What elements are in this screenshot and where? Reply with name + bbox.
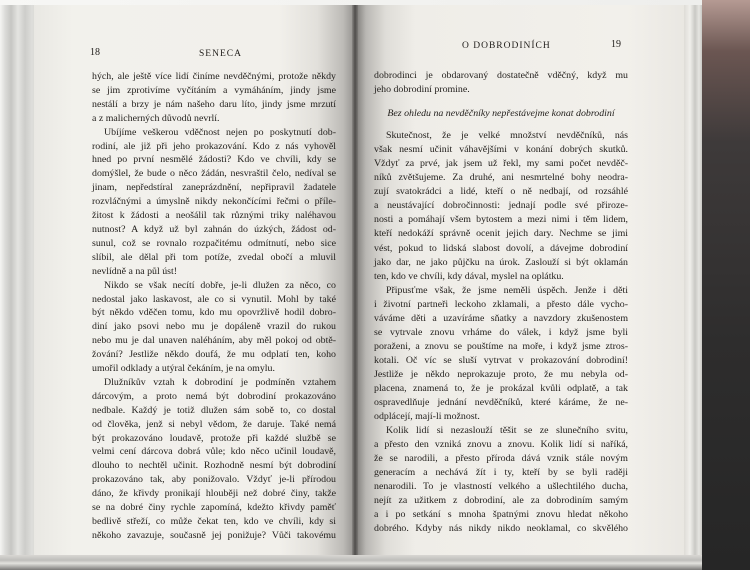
text-line: jako dar, ne jako půjčku na úrok. Zaslouží si být oklamán: [374, 256, 628, 268]
text-line: být někdo vděčen tomu, kdo mu opovržlivě hodil dobro-: [92, 307, 336, 319]
text-line: hých, ale ještě více lidí činíme nevděčnými, protože někdy: [92, 71, 336, 82]
text-line: se jim zprotivíme vyčítáním a vymáháním, jindy jsme: [92, 84, 336, 96]
text-line: generacím a nechává žít i ty, kteří by se byli raději: [374, 467, 628, 479]
text-line: nedostal jako laskavost, ale co si vynutil. Mohl by také: [92, 293, 336, 305]
text-line: domýšlel, že bude o něco žádán, nesvraštil čelo, nedíval se: [92, 168, 336, 180]
paragraph: [374, 424, 628, 536]
text-line: dárcovým, a proto nemá být dobrodiní prokazováno: [92, 390, 336, 402]
text-line: sunul, což se rovnalo rozpačitému odmítnutí, nebo sice: [92, 237, 336, 249]
paragraph: [374, 284, 628, 424]
text-line: rozvláčnými a úmyslně nikdy nekončícími řečmi o příle-: [92, 196, 336, 208]
text-line: hned po první nesmělé žádosti? Kdo ve chvíli, kdy se: [92, 154, 336, 166]
text-line: Dlužníkův vztah k dobrodiní je podmíněn vztahem: [104, 376, 336, 388]
text-line: se vytrvale znovu vrháme do válek, i když jsme byli: [374, 326, 628, 338]
left-page-number: 18: [90, 47, 100, 58]
text-line: dlouho to nechtěl učinit. Rozhodně nesmí být dobrodiní: [92, 460, 336, 472]
bottom-page-edges: [0, 555, 702, 570]
text-line: Ubíjíme veškerou vděčnost nejen po poskytnutí dob-: [104, 126, 336, 138]
text-line: rodiní, ale již při jeho prokazování. Kdo z nás vyhověl: [92, 140, 336, 152]
text-line: placena, znamená to, že je prokázal kvůli odplatě, a tak: [374, 382, 628, 394]
top-edge: [0, 0, 702, 5]
text-line: Skutečnost, že je velké množství nevděčníků, nás: [386, 130, 628, 142]
text-line: od člověka, jenž si nebyl vědom, že daruje. Také nemá: [92, 418, 336, 430]
continued-paragraph: [374, 69, 628, 97]
text-line: však nesmí učinit váhavějšími v konání dobrých skutků.: [374, 144, 628, 156]
text-line: slíbil, ale dělal při tom potíže, zvedal obočí a mluvil: [92, 251, 336, 263]
text-line: bedlivě střeží, co může čekat ten, kdo ve chvíli, kdy si: [92, 516, 336, 527]
text-line: dobrodinci je obdarovaný dostatečně vděčný, když mu: [374, 70, 628, 81]
text-line: váváme děti a uzavíráme sňatky a navzdory zkušenostem: [374, 312, 628, 324]
paragraph: [92, 376, 336, 543]
text-line: ospravedlňuje jednání nevděčníků, které káráme, že ne-: [374, 397, 628, 409]
text-line: že se narodili, a přesto příroda dává vznik stále novým: [374, 453, 628, 465]
text-line: velmi cení dárcova dobrá vůle; kdo něco učinil loudavě,: [92, 446, 336, 458]
paragraph: [374, 129, 628, 284]
paragraph: [92, 126, 336, 279]
dark-background: [702, 0, 750, 570]
right-page-text: [374, 69, 628, 537]
text-line: někoho zavazuje, současně jej ponižuje? Vůči takovému: [92, 529, 336, 541]
left-running-head: SENECA: [199, 49, 242, 59]
paragraph: [92, 279, 336, 376]
text-line: Připusťme však, že jsme neměli úspěch. Jenže i děti: [386, 284, 628, 296]
text-line: a i po setkání s mnoha špatnými znovu hledat někoho: [374, 509, 628, 521]
text-line: i životní partneři leckoho zklamali, a přesto dále vycho-: [374, 298, 628, 310]
text-line: Vždyť za prvé, jak jsem už řekl, my sami počet nevděč-: [374, 158, 628, 170]
text-line: jinam, nepředstíral zaneprázdnění, nepřipravil žadatele: [92, 182, 336, 194]
text-line: nosti a pomáhají všem bytostem a mezi nimi i těm lidem,: [374, 214, 628, 226]
text-line: Nikdo se však necítí dobře, je-li dlužen za něco, co: [104, 279, 336, 291]
text-line: Jestliže je někdo neprokazuje proto, že mu nebyla od-: [374, 368, 628, 380]
text-line: nejít za užitkem z dobrodiní, ale za dobrodiním samým: [374, 495, 628, 507]
right-running-head: O DOBRODINÍCH: [462, 41, 551, 51]
text-line: Kolik lidí si nezaslouží těšit se ze slunečního svitu,: [386, 425, 628, 437]
text-line: nutnost? A když už byl zahnán do úzkých, žádost od-: [92, 223, 336, 235]
text-line: odplácejí, mají-li možnost.: [374, 411, 480, 423]
gutter-shadow: [352, 0, 358, 566]
text-line: zují svatokrádci a lidé, kteří o ně nedbají, od rozsáhlé: [374, 186, 628, 198]
text-line: diní jako psovi nebo mu je dopáleně vrazil do rukou: [92, 321, 336, 333]
section-heading: Bez ohledu na nevděčníky nepřestávejme konat dobrodiní: [387, 108, 615, 120]
text-line: dáno, že křivdy pronikají hlouběji než dobré činy, takže: [92, 488, 336, 500]
text-line: a přesto den vzniká znovu a znovu. Kolik lidí si naříká,: [374, 439, 628, 451]
text-line: kteří nedokáží správně ocenit jejich dary. Nechme se jimi: [374, 228, 628, 240]
text-line: dobrého. Kdyby nás nikdy nikdo neoklamal, co skvělého: [374, 523, 628, 535]
text-line: nevlídně a na půl úst!: [92, 265, 178, 277]
right-page-stack-edge: [684, 0, 704, 568]
text-line: vést, pokud to lidská slabost dovolí, a dávejme dobrodiní: [374, 242, 628, 254]
text-line: poraženi, a znovu se pouštíme na moře, i když jsme ztros-: [374, 340, 628, 352]
text-line: nestálí a brzy je nám našeho daru líto, jindy jsme mrzutí: [92, 98, 336, 110]
text-line: jeho dobrodiní promine.: [374, 84, 470, 96]
text-line: prokazováno tak, aby ponižovalo. Vždyť je-li přírodou: [92, 474, 336, 486]
continued-paragraph: [92, 70, 336, 126]
text-line: umořil odklady a utýral čekáním, je na omylu.: [92, 363, 275, 375]
text-line: ten, kdo ve chvíli, kdy dával, myslel na oplátku.: [374, 270, 564, 282]
right-page-number: 19: [611, 39, 621, 50]
text-line: nenarodili. To je vlastností velkého a ušlechtilého ducha,: [374, 481, 628, 493]
text-line: žování? Jestliže někdo doufá, že mu odplatí ten, koho: [92, 349, 336, 361]
text-line: žitost k žádosti a neošálil tak různými triky naléhavou: [92, 210, 336, 222]
text-line: být prokazováno loudavě, protože při každé službě se: [92, 432, 336, 444]
text-line: níků zvětšujeme. Za druhé, ani nesmrtelné bohy neodra-: [374, 172, 628, 184]
left-page-text: [92, 70, 336, 543]
text-line: nebo mu je dal unaven naléháním, aby měl pokoj od obtě-: [92, 335, 336, 347]
text-line: nedbale. Každý je totiž dlužen sám sobě to, co dostal: [92, 404, 336, 416]
text-line: se na dobré činy rychle zapomíná, kdežto křivdy paměť: [92, 502, 336, 514]
text-line: a neustávající dobročinnosti: jednají podle své přiroze-: [374, 200, 628, 212]
text-line: kotali. Oč víc se sluší vytrvat v prokazování dobrodiní!: [374, 354, 628, 366]
text-line: a z malicherných důvodů nevrlí.: [92, 112, 220, 124]
